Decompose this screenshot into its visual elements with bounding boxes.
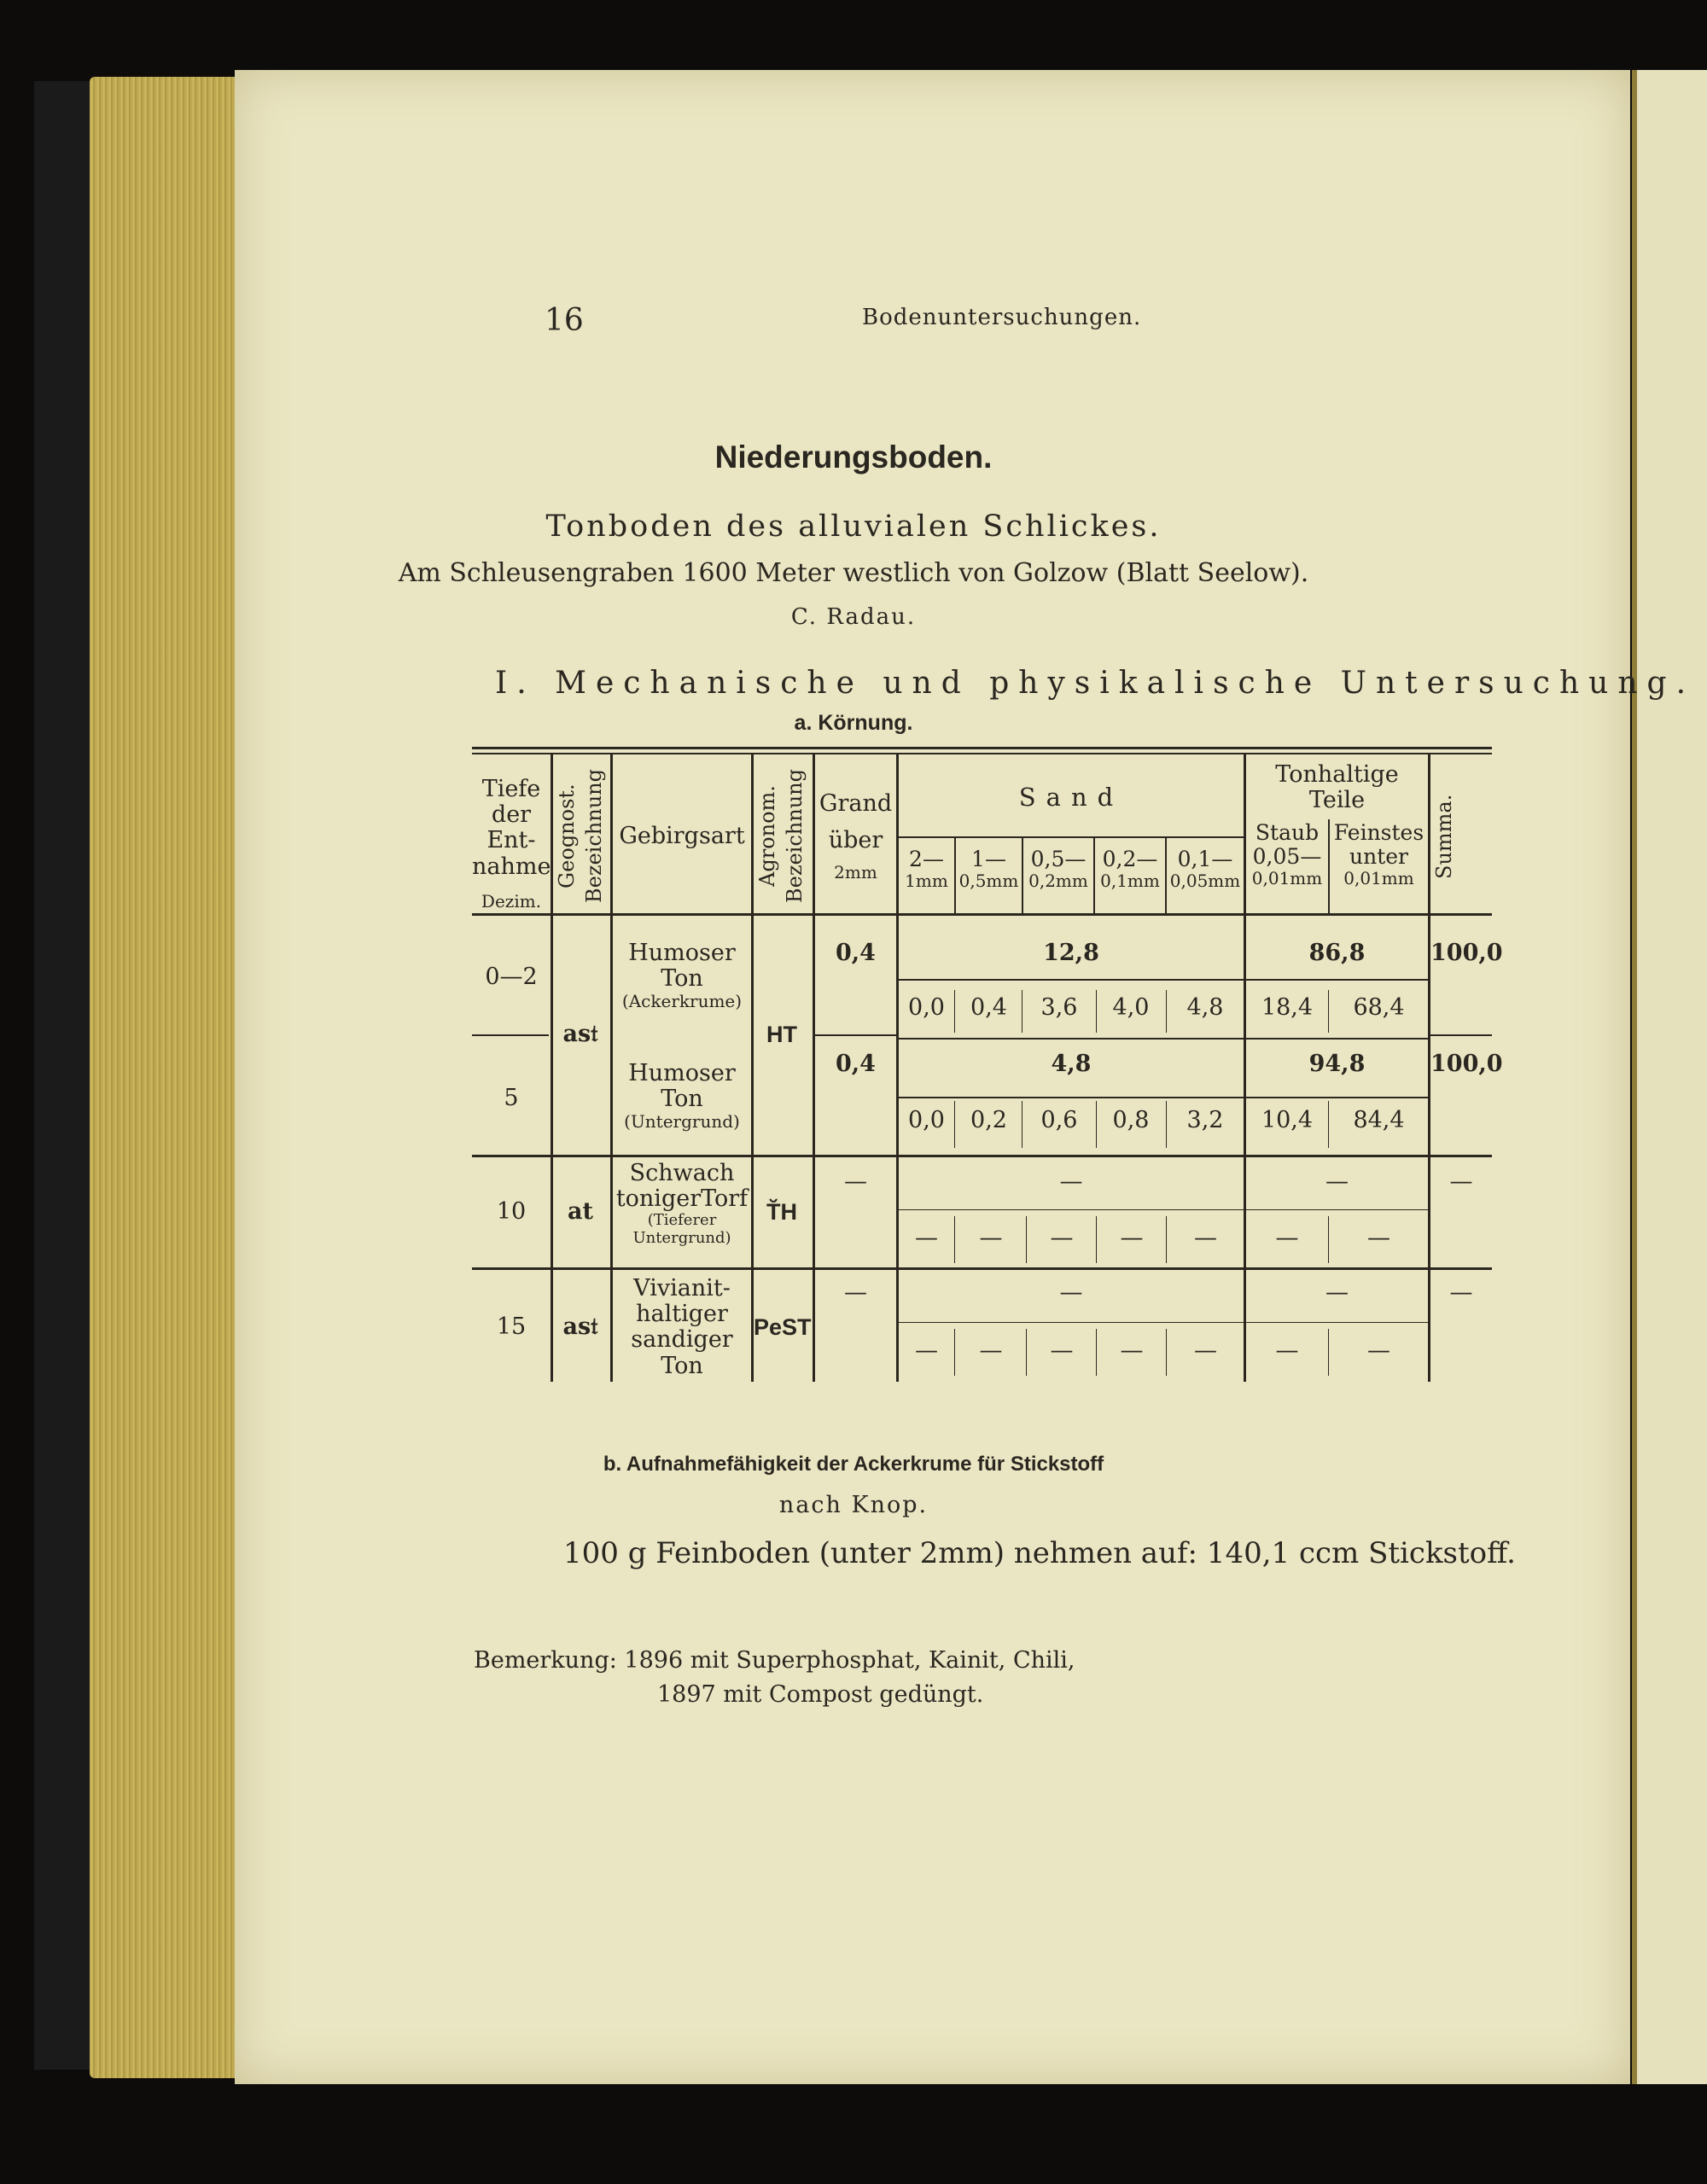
row2-summa: 100,0 xyxy=(1430,1051,1503,1077)
page-number: 16 xyxy=(545,303,584,338)
row4-sand-4: — xyxy=(1120,1337,1144,1364)
row1-ton-total: 86,8 xyxy=(1308,940,1366,966)
row3-grand: — xyxy=(844,1168,867,1195)
header-geognost: Geognost. Bezeichnung xyxy=(555,769,606,904)
row4-geognost: as𝔱 xyxy=(562,1313,598,1340)
row3-ton-total: — xyxy=(1325,1168,1349,1195)
header-agronom: Agronom. Bezeichnung xyxy=(755,769,807,904)
row2-gebirgsart: Humoser Ton (Untergrund) xyxy=(624,1060,740,1133)
header-sand: Sand xyxy=(1018,783,1124,812)
header-sand-col-5: 0,1— 0,05mm xyxy=(1169,847,1241,891)
page-edges xyxy=(90,77,252,2078)
row1-staub: 18,4 xyxy=(1261,994,1314,1021)
header-grand: Grand über 2mm xyxy=(819,790,893,883)
row2-staub: 10,4 xyxy=(1261,1107,1314,1133)
row3-sand-2: — xyxy=(979,1225,1003,1251)
row1-sand-3: 3,6 xyxy=(1040,994,1078,1021)
row4-sand-2: — xyxy=(979,1337,1003,1364)
row3-summa: — xyxy=(1449,1168,1473,1195)
rows1-2-geognost: as𝔱 xyxy=(562,1021,598,1047)
header-summa: Summa. xyxy=(1432,794,1456,879)
row3-sand-5: — xyxy=(1194,1225,1217,1251)
row1-feinstes: 68,4 xyxy=(1353,994,1405,1021)
header-sand-col-2: 1— 0,5mm xyxy=(958,847,1019,891)
row1-sand-1: 0,0 xyxy=(908,994,945,1021)
row4-feinstes: — xyxy=(1367,1337,1390,1364)
page-subtitle: Tonboden des alluvialen Schlickes. xyxy=(545,510,1162,544)
subsection-b-title: b. Aufnahmefähigkeit der Ackerkrume für Stickstoff xyxy=(603,1453,1104,1476)
header-tonhaltige: Tonhaltige Teile xyxy=(1275,761,1399,814)
row2-sand-4: 0,8 xyxy=(1112,1107,1150,1133)
row2-feinstes: 84,4 xyxy=(1353,1107,1405,1133)
row1-tiefe: 0—2 xyxy=(485,964,538,990)
row3-sand-total: — xyxy=(1059,1168,1083,1195)
row4-sand-5: — xyxy=(1194,1337,1217,1364)
row3-agronom: T̆H xyxy=(766,1199,797,1225)
row4-gebirgsart: Vivianit- haltiger sandiger Ton xyxy=(631,1275,733,1379)
row1-summa: 100,0 xyxy=(1430,940,1503,966)
row2-sand-5: 3,2 xyxy=(1186,1107,1224,1133)
running-head: Bodenuntersuchungen. xyxy=(862,305,1142,330)
subsection-a-title: a. Körnung. xyxy=(794,711,913,735)
absorption-result: 100 g Feinboden (unter 2mm) nehmen auf: 140,1 ccm Stickstoff. xyxy=(563,1536,1516,1570)
row2-sand-2: 0,2 xyxy=(970,1107,1007,1133)
section-title: I. Mechanische und physikalische Untersuchung. xyxy=(495,666,1696,701)
header-sand-col-3: 0,5— 0,2mm xyxy=(1028,847,1088,891)
row3-gebirgsart: Schwach tonigerTorf (Tieferer Untergrund) xyxy=(615,1160,749,1247)
header-feinstes: Feinstes unter 0,01mm xyxy=(1333,820,1424,888)
header-sand-col-1: 2— 1mm xyxy=(905,847,948,891)
row4-grand: — xyxy=(844,1279,867,1306)
row4-sand-3: — xyxy=(1050,1337,1074,1364)
row4-summa: — xyxy=(1449,1279,1473,1306)
row1-sand-4: 4,0 xyxy=(1112,994,1150,1021)
row4-ton-total: — xyxy=(1325,1279,1349,1306)
row3-tiefe: 10 xyxy=(496,1198,527,1225)
header-gebirgsart: Gebirgsart xyxy=(619,823,745,849)
row1-sand-total: 12,8 xyxy=(1043,940,1099,966)
remark-line-1: Bemerkung: 1896 mit Superphosphat, Kainit, Chili, xyxy=(474,1647,1075,1674)
row2-sand-1: 0,0 xyxy=(908,1107,945,1133)
header-tiefe-unit: Dezim. xyxy=(481,891,542,911)
row3-sand-1: — xyxy=(915,1225,938,1251)
row4-sand-total: — xyxy=(1059,1279,1083,1306)
row3-sand-3: — xyxy=(1050,1225,1074,1251)
row2-sand-total: 4,8 xyxy=(1051,1051,1092,1077)
row3-geognost: at xyxy=(568,1198,593,1225)
author: C. Radau. xyxy=(790,604,917,630)
row2-grand: 0,4 xyxy=(836,1051,876,1077)
sample-location: Am Schleusengraben 1600 Meter westlich von Golzow (Blatt Seelow). xyxy=(398,558,1309,588)
row1-gebirgsart: Humoser Ton (Ackerkrume) xyxy=(621,940,743,1012)
header-staub: Staub 0,05— 0,01mm xyxy=(1251,820,1323,888)
row1-sand-5: 4,8 xyxy=(1186,994,1224,1021)
row2-ton-total: 94,8 xyxy=(1308,1051,1366,1077)
header-tiefe: Tiefe der Ent- nahme xyxy=(472,776,551,880)
facing-page-edge xyxy=(1632,70,1707,2084)
row3-feinstes: — xyxy=(1367,1225,1390,1251)
rows1-2-agronom: HT xyxy=(766,1022,797,1047)
row4-staub: — xyxy=(1275,1337,1299,1364)
row3-sand-4: — xyxy=(1120,1225,1144,1251)
row4-sand-1: — xyxy=(915,1337,938,1364)
row2-tiefe: 5 xyxy=(504,1085,519,1111)
remark-line-2: 1897 mit Compost gedüngt. xyxy=(657,1681,984,1708)
row1-sand-2: 0,4 xyxy=(970,994,1007,1021)
row4-agronom: PeST xyxy=(754,1314,812,1340)
row1-grand: 0,4 xyxy=(836,940,876,966)
row3-staub: — xyxy=(1275,1225,1299,1251)
header-sand-col-4: 0,2— 0,1mm xyxy=(1100,847,1160,891)
row2-sand-3: 0,6 xyxy=(1040,1107,1078,1133)
row4-tiefe: 15 xyxy=(496,1313,527,1340)
subsection-b-subtitle: nach Knop. xyxy=(778,1492,929,1518)
book-spine xyxy=(34,81,94,2070)
page-title: Niederungsboden. xyxy=(714,440,993,475)
